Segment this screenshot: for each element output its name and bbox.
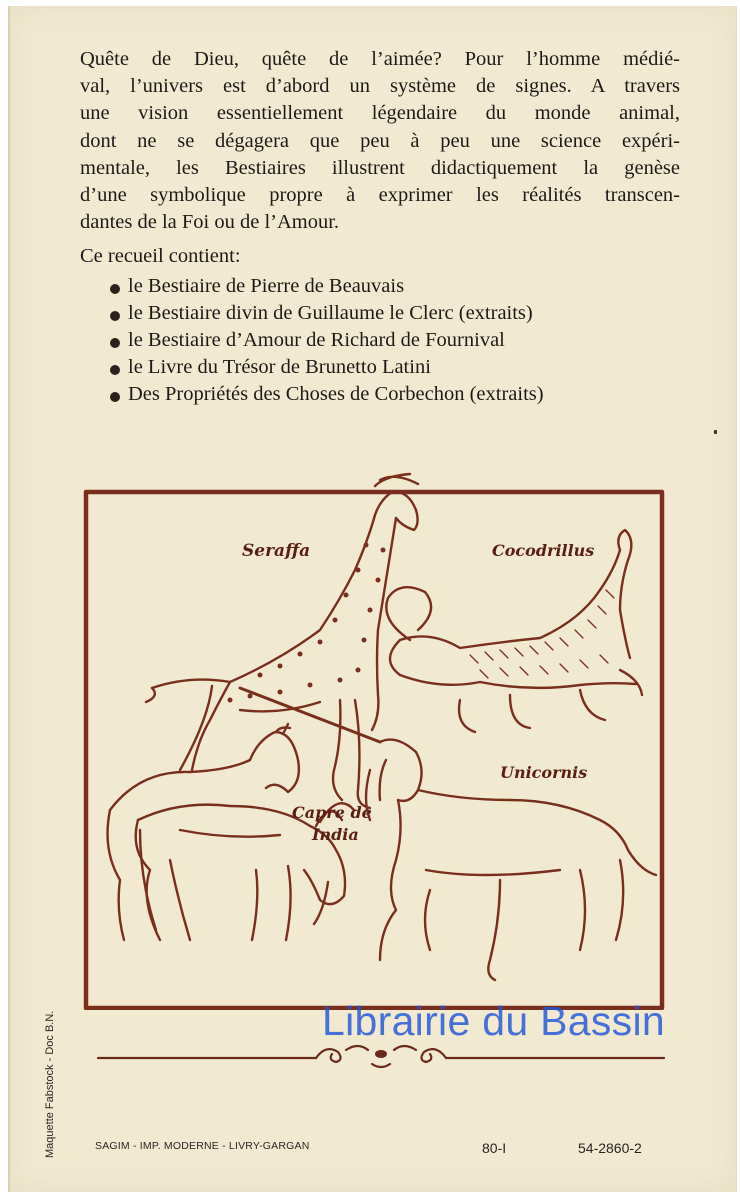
bestiary-woodcut: [80, 470, 668, 1010]
blurb-line: d’une symbolique propre à exprimer les réalités transcen-: [80, 184, 680, 207]
list-item: le Bestiaire divin de Guillaume le Clerc (extraits): [108, 300, 680, 327]
crocodile-figure: [386, 530, 642, 732]
list-item: le Livre du Trésor de Brunetto Latini: [108, 354, 680, 381]
list-item: le Bestiaire d’Amour de Richard de Fournival: [108, 327, 680, 354]
label-giraffe: Seraffa: [242, 541, 311, 561]
blurb-line: dantes de la Foi ou de l’Amour.: [80, 211, 340, 234]
design-credit: Maquette Fabstock - Doc B.N.: [44, 1010, 56, 1158]
label-crocodile: Cocodrillus: [492, 541, 595, 560]
blurb-paragraph: [80, 46, 680, 236]
paper-speck: [714, 430, 717, 434]
label-goat-line2: India: [312, 825, 359, 844]
label-unicorn: Unicornis: [500, 763, 588, 782]
blurb-line: val, l’univers est d’abord un système de signes. A travers: [80, 75, 680, 98]
blurb-line: dont ne se dégagera que peu à peu une science expéri-: [80, 129, 680, 152]
label-goat-line1: Capre de: [292, 803, 372, 822]
unicorn-figure: [240, 688, 656, 980]
list-item: le Bestiaire de Pierre de Beauvais: [108, 273, 680, 300]
blurb-text: [80, 46, 680, 409]
woodcut-frame: [86, 492, 662, 1008]
goat-figure: [136, 803, 354, 940]
bookseller-watermark: Librairie du Bassin: [322, 998, 665, 1044]
list-item: Des Propriétés des Choses de Corbechon (extraits): [108, 381, 680, 408]
contents-intro: Ce recueil contient:: [80, 245, 241, 268]
print-code: 80-I: [482, 1140, 507, 1156]
isbn-number: 54-2860-2: [578, 1140, 642, 1156]
giraffe-figure: [146, 474, 418, 808]
contents-list: [108, 273, 680, 409]
blurb-line: une vision essentiellement légendaire du monde animal,: [80, 102, 680, 125]
printer-imprint: SAGIM - IMP. MODERNE - LIVRY-GARGAN: [95, 1140, 310, 1152]
blurb-line: Quête de Dieu, quête de l’aimée? Pour l’homme médié-: [80, 48, 680, 70]
blurb-line: mentale, les Bestiaires illustrent didactiquement la genèse: [80, 156, 680, 179]
